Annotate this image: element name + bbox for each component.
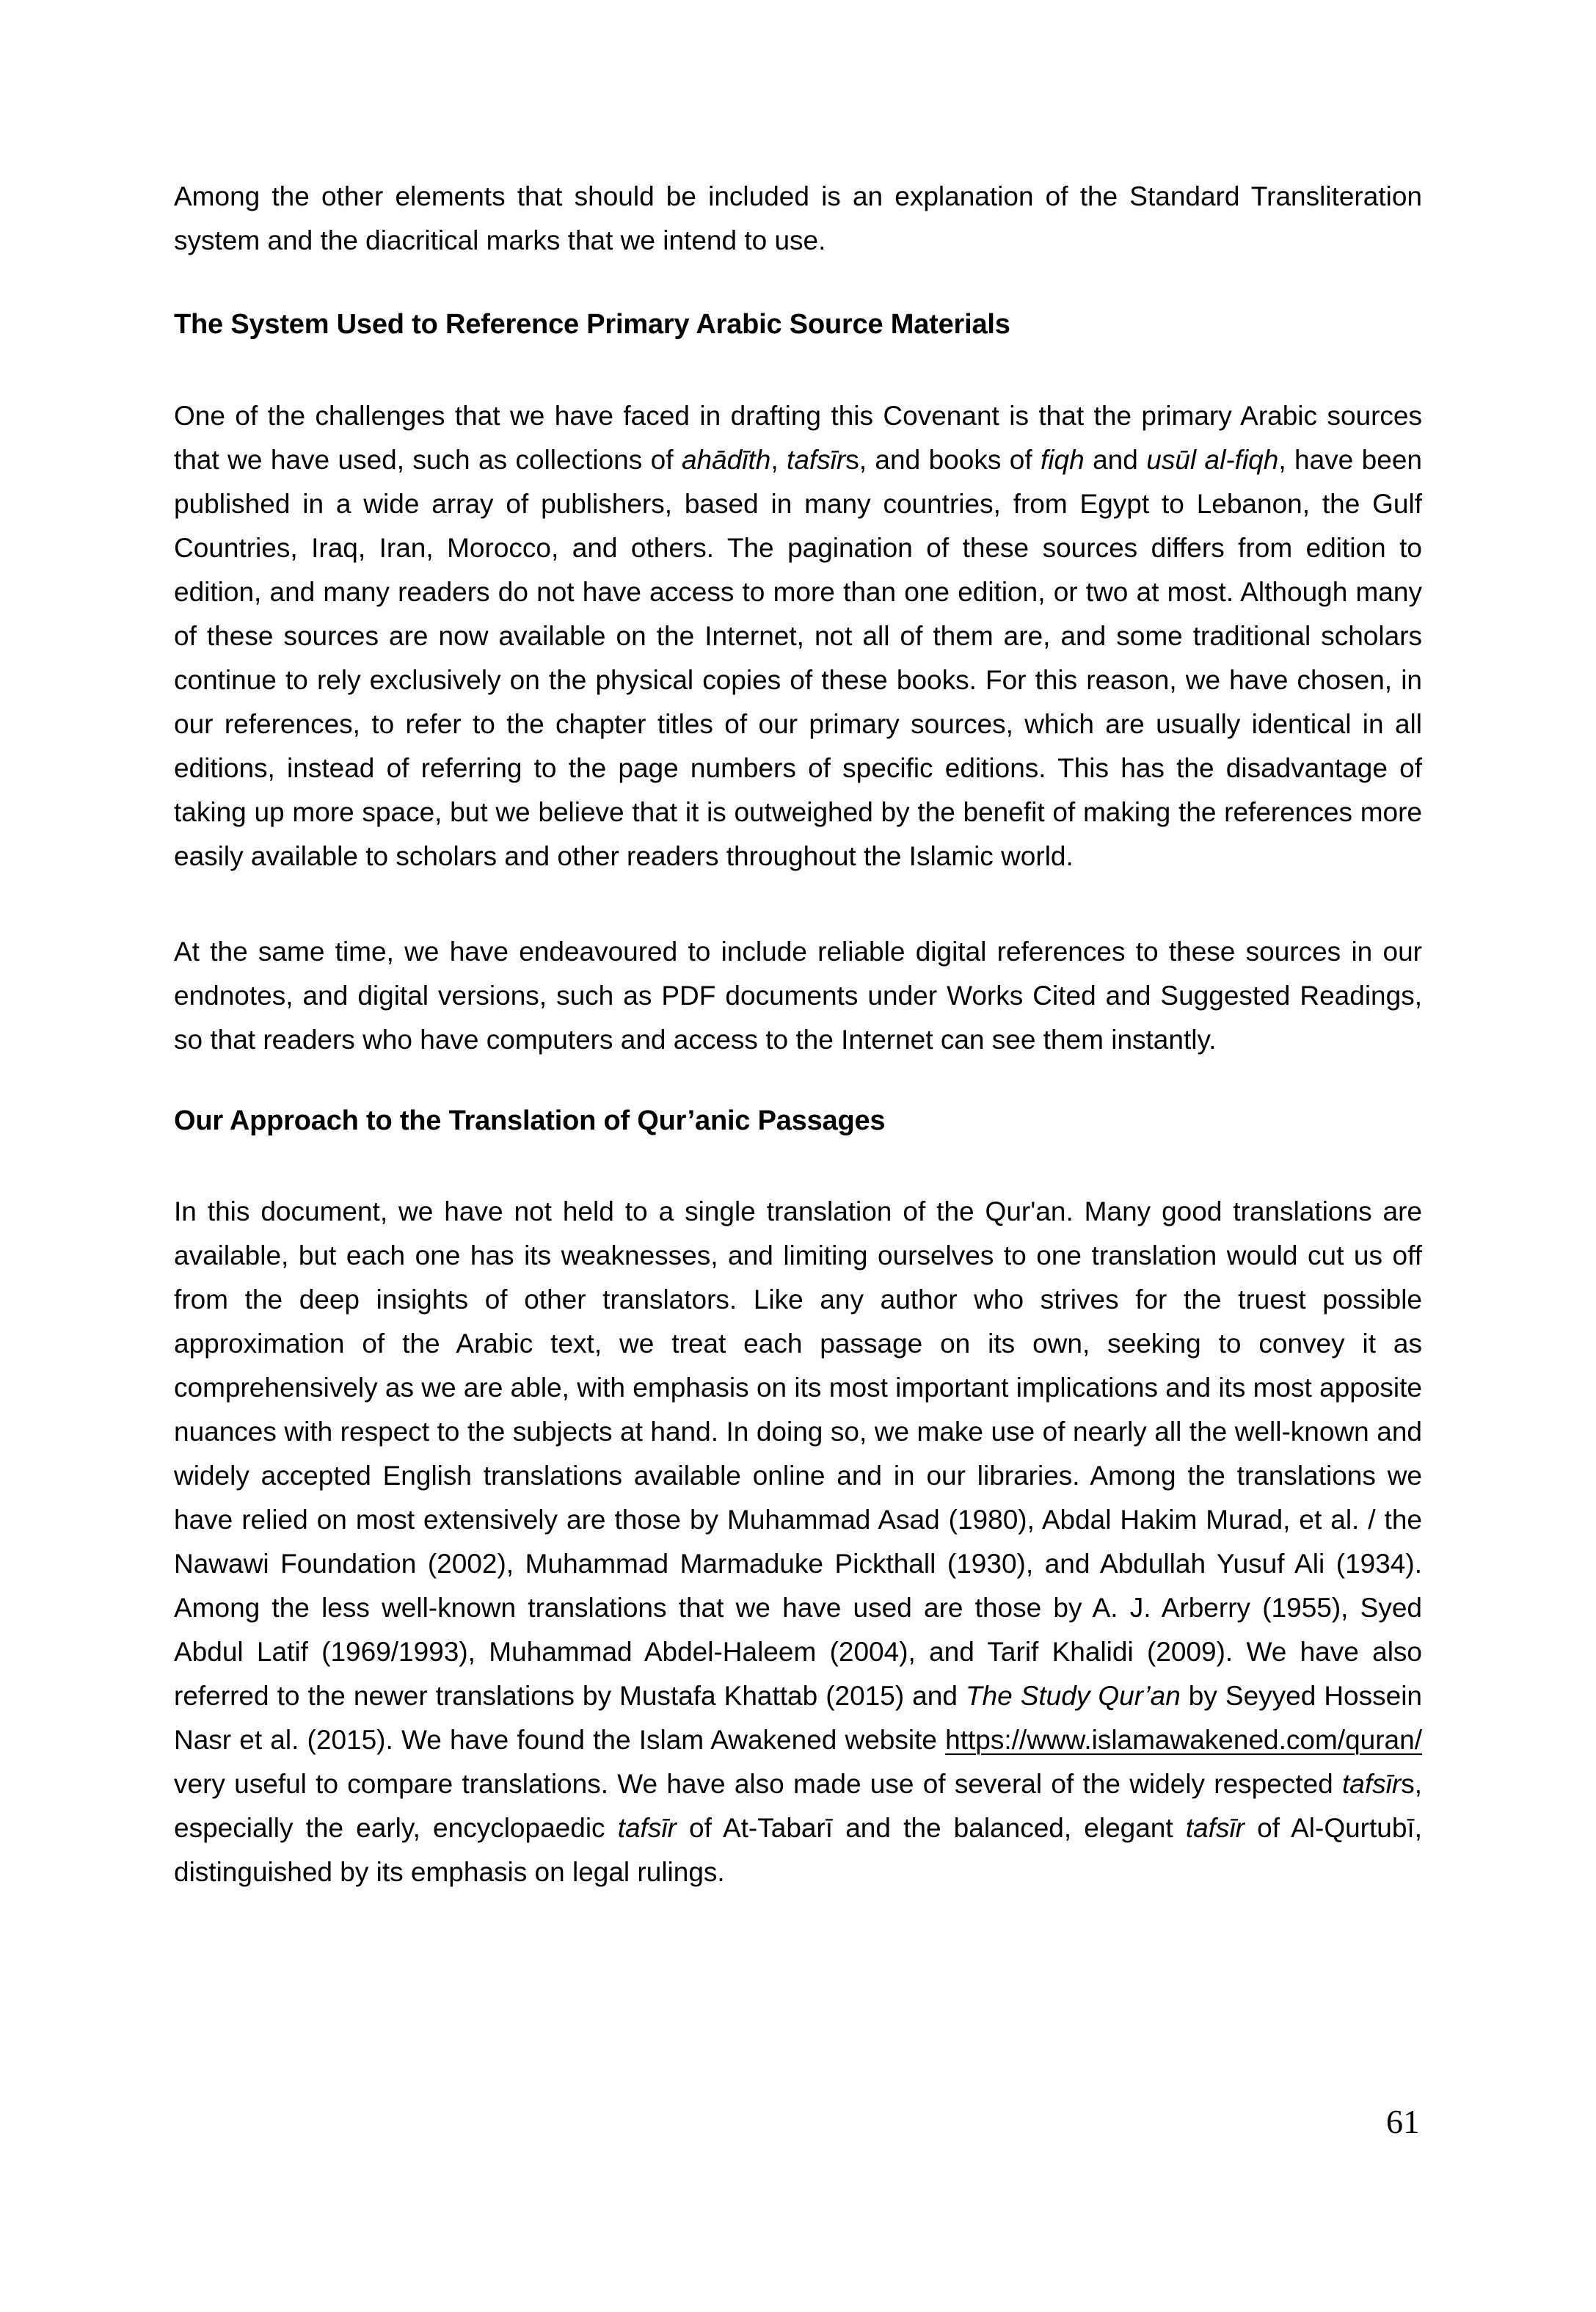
text-segment: The System Used to Reference Primary Arabic Source Materials [174,309,1010,340]
page-number: 61 [1386,2103,1420,2140]
text-segment: At the same time, we have endeavoured to include reliable digital references to these sources in our endnotes, and digital versions, such as PDF documents under Works Cited and Suggested Readings, so that readers who have computers and access to the Internet can see them instantly. [174,937,1422,1055]
paragraph-reference-system-2 [174,930,1422,1062]
text-segment: In this document, we have not held to a single translation of the Qur'an. Many good translations are available, but each one has its weaknesses, and limiting ourselves to one translation would cut us off from the deep insights of other translators. Like any author who strives for the truest possible approximation of the Arabic text, we treat each passage on its own, seeking to convey it as comprehensively as we are able, with emphasis on its most important implications and its most apposite nuances with respect to the subjects at hand. In doing so, we make use of nearly all the well-known and widely accepted English translations available online and in our libraries. Among the translations we have relied on most extensively are those by Muhammad Asad (1980), Abdal Hakim Murad, et al. / the Nawawi Foundation (2002), Muhammad Marmaduke Pickthall (1930), and Abdullah Yusuf Ali (1934). Among the less well-known translations that we have used are those by A. J. Arberry (1955), Syed Abdul Latif (1969/1993), Muhammad Abdel-Haleem (2004), and Tarif Khalidi (2009). We have also referred to the newer translations by Mustafa Khattab (2015) and [174,1196,1422,1711]
text-segment: , have been published in a wide array of publishers, based in many countries, from Egypt to Lebanon, the Gulf Countries, Iraq, Iran, Morocco, and others. The pagination of these sources differs from edition to edition, and many readers do not have access to more than one edition, or two at most. Although many of these sources are now available on the Internet, not all of them are, and some traditional scholars continue to rely exclusively on the physical copies of these books. For this reason, we have chosen, in our references, to refer to the chapter titles of our primary sources, which are usually identical in all editions, instead of referring to the page numbers of specific editions. This has the disadvantage of taking up more space, but we believe that it is outweighed by the benefit of making the references more easily available to scholars and other readers throughout the Islamic world. [174,445,1422,871]
text-segment: , [770,445,787,475]
text-segment: s, and books of [845,445,1041,475]
islamawakened-url-link[interactable]: https://www.islamawakened.com/quran/ [945,1725,1422,1755]
italic-term: The Study Qur’an [965,1681,1181,1711]
text-segment: and [1084,445,1147,475]
italic-term: tafsīr [1342,1769,1402,1799]
text-segment: by Seyyed Hossein Nasr et al. (2015). We have found the Islam Awakened website [174,1681,1422,1755]
heading-translation-approach [174,1099,1422,1143]
italic-term: tafsīr [787,445,846,475]
text-segment: s, especially the early, encyclopaedic [174,1769,1422,1843]
text-segment: very useful to compare translations. We have also made use of several of the widely respected [174,1769,1343,1799]
italic-term: tafsīr [617,1813,677,1843]
text-segment: of At-Tabarī and the balanced, elegant [676,1813,1186,1843]
intro-paragraph [174,175,1422,263]
document-body [174,175,1422,1894]
italic-term: fiqh [1041,445,1085,475]
italic-term: tafsīr [1185,1813,1245,1843]
text-segment: of Al-Qurtubī, distinguished by its emphasis on legal rulings. [174,1813,1422,1887]
heading-reference-system [174,302,1422,346]
text-segment: One of the challenges that we have faced in drafting this Covenant is that the primary Arabic sources that we have used, such as collections of [174,401,1422,475]
italic-term: usūl al-fiqh [1146,445,1279,475]
paragraph-reference-system-1 [174,394,1422,879]
text-segment: Our Approach to the Translation of Qur’anic Passages [174,1105,886,1136]
text-segment: Among the other elements that should be included is an explanation of the Standard Transliteration system and the diacritical marks that we intend to use. [174,181,1422,255]
italic-term: ahādīth [681,445,771,475]
paragraph-translation-approach [174,1190,1422,1894]
